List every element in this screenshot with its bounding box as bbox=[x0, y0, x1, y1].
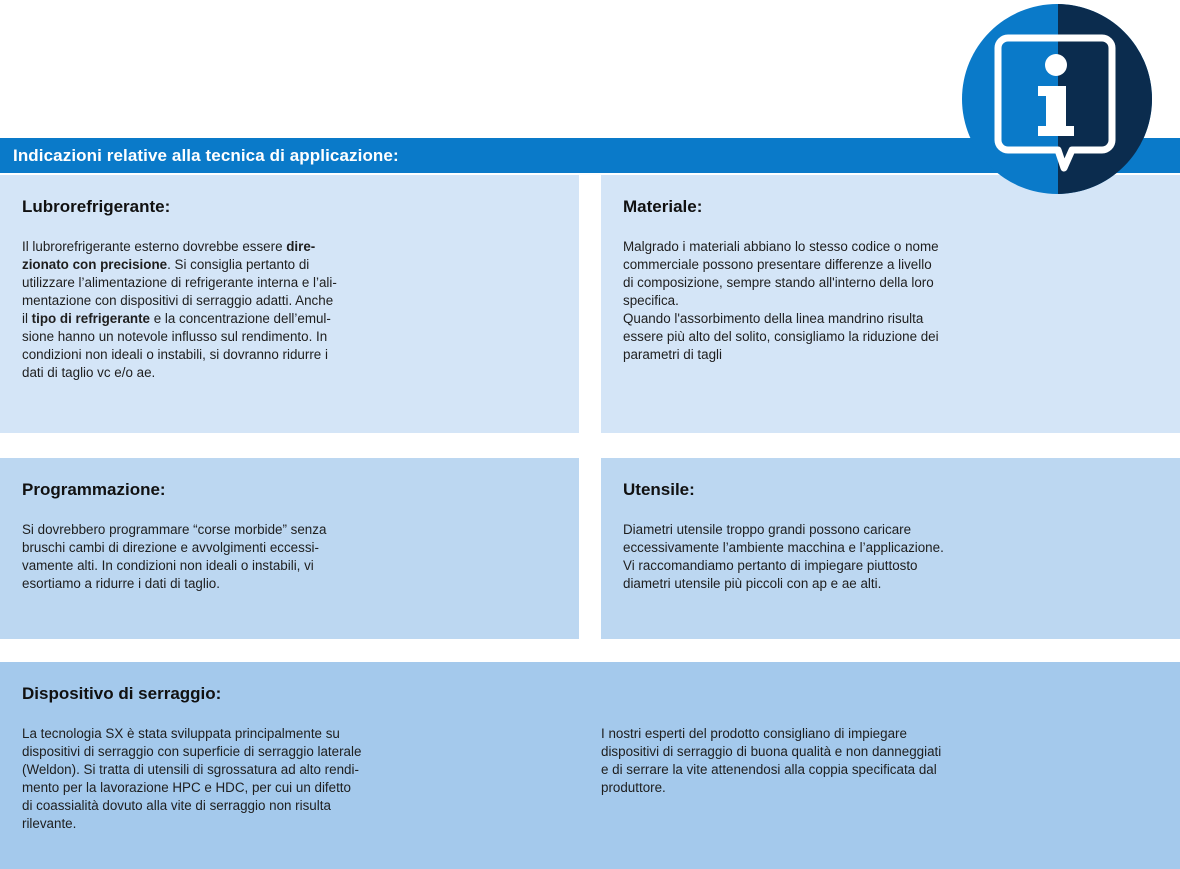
text-line: Vi raccomandiamo pertanto di impiegare piuttosto bbox=[623, 558, 918, 573]
text-line: e di serrare la vite attenendosi alla coppia specificata dal bbox=[601, 762, 937, 777]
panel-text-serraggio-col2 bbox=[601, 725, 941, 797]
text-line: rilevante. bbox=[22, 816, 77, 831]
text-line: esortiamo a ridurre i dati di taglio. bbox=[22, 576, 220, 591]
text-segment: il bbox=[22, 311, 32, 326]
panel-title-materiale: Materiale: bbox=[623, 197, 703, 216]
info-speech-bubble-icon bbox=[960, 2, 1154, 196]
panel-title-lubrorefrigerante: Lubrorefrigerante: bbox=[22, 197, 171, 216]
panel-text-materiale bbox=[623, 238, 939, 364]
text-line: diametri utensile più piccoli con ap e ae alti. bbox=[623, 576, 882, 591]
text-line: dispositivi di serraggio con superficie di serraggio laterale bbox=[22, 744, 362, 759]
text-line: mentazione con dispositivi di serraggio adatti. Anche bbox=[22, 293, 334, 308]
panel-lubrorefrigerante bbox=[0, 175, 579, 433]
text-line: Si dovrebbero programmare “corse morbide” senza bbox=[22, 522, 327, 537]
text-line: vamente alti. In condizioni non ideali o instabili, vi bbox=[22, 558, 314, 573]
text-line: I nostri esperti del prodotto consigliano di impiegare bbox=[601, 726, 907, 741]
panel-text-lubrorefrigerante bbox=[22, 238, 337, 382]
panel-utensile bbox=[601, 458, 1180, 639]
page-title: Indicazioni relative alla tecnica di applicazione: bbox=[13, 146, 399, 165]
text-line: essere più alto del solito, consigliamo la riduzione dei bbox=[623, 329, 939, 344]
text-line: bruschi cambi di direzione e avvolgimenti eccessi- bbox=[22, 540, 319, 555]
text-line: dati di taglio vc e/o ae. bbox=[22, 365, 156, 380]
text-line: (Weldon). Si tratta di utensili di sgrossatura ad alto rendi- bbox=[22, 762, 359, 777]
text-line: Quando l'assorbimento della linea mandrino risulta bbox=[623, 311, 924, 326]
text-segment: e la concentrazione dell’emul- bbox=[149, 311, 331, 326]
text-line bbox=[22, 310, 337, 328]
bold-text: tipo di refrigerante bbox=[31, 311, 150, 326]
text-line: di coassialità dovuto alla vite di serraggio non risulta bbox=[22, 798, 331, 813]
text-segment: . Si consiglia pertanto di bbox=[167, 257, 310, 272]
panel-title-dispositivo-di-serraggio: Dispositivo di serraggio: bbox=[22, 684, 222, 703]
text-line: parametri di tagli bbox=[623, 347, 722, 362]
panel-title-programmazione: Programmazione: bbox=[22, 480, 166, 499]
text-line: specifica. bbox=[623, 293, 679, 308]
text-line: Malgrado i materiali abbiano lo stesso codice o nome bbox=[623, 239, 939, 254]
text-line bbox=[22, 256, 337, 274]
text-line: condizioni non ideali o instabili, si dovranno ridurre i bbox=[22, 347, 328, 362]
text-segment: Il lubrorefrigerante esterno dovrebbe essere bbox=[22, 239, 287, 254]
panel-text-utensile bbox=[623, 521, 944, 593]
text-line: produttore. bbox=[601, 780, 666, 795]
text-line: dispositivi di serraggio di buona qualità e non danneggiati bbox=[601, 744, 942, 759]
text-line: mento per la lavorazione HPC e HDC, per cui un difetto bbox=[22, 780, 351, 795]
text-line: di composizione, sempre stando all'interno della loro bbox=[623, 275, 934, 290]
text-line: commerciale possono presentare differenze a livello bbox=[623, 257, 932, 272]
text-line bbox=[22, 238, 337, 256]
panel-text-programmazione bbox=[22, 521, 326, 593]
text-line: eccessivamente l’ambiente macchina e l’applicazione. bbox=[623, 540, 944, 555]
text-line: Diametri utensile troppo grandi possono caricare bbox=[623, 522, 912, 537]
bold-text: dire- bbox=[286, 239, 316, 254]
panel-dispositivo-di-serraggio bbox=[0, 662, 1180, 869]
panel-materiale bbox=[601, 175, 1180, 433]
panel-title-utensile: Utensile: bbox=[623, 480, 695, 499]
bold-text: zionato con precisione bbox=[22, 257, 168, 272]
panel-text-serraggio-col1 bbox=[22, 725, 361, 833]
text-line: sione hanno un notevole influsso sul rendimento. In bbox=[22, 329, 328, 344]
text-line: utilizzare l’alimentazione di refrigerante interna e l’ali- bbox=[22, 275, 337, 290]
panel-programmazione bbox=[0, 458, 579, 639]
text-line: La tecnologia SX è stata sviluppata principalmente su bbox=[22, 726, 340, 741]
